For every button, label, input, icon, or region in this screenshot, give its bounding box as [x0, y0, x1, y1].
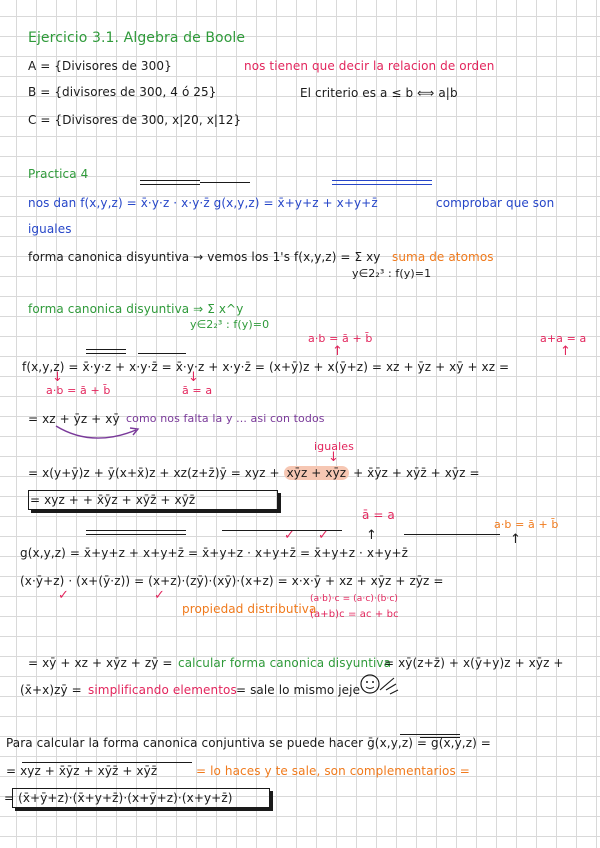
suma-atomos-note: suma de atomos — [392, 250, 494, 264]
morgan-rule-2: a·b = ā + b̄ — [46, 384, 111, 397]
distributive-rule-1: (a·b)·c = (a·c)·(b·c) — [310, 594, 399, 604]
sale-lo-mismo: = sale lo mismo jeje — [236, 683, 361, 697]
idempotent-rule: a+a = a — [540, 332, 587, 345]
check-icon: ✓ — [284, 528, 295, 543]
fcd-condition-2: y∈2₂³ : f(y)=0 — [190, 318, 270, 331]
set-a: A = {Divisores de 300} — [28, 59, 172, 73]
curved-arrow-icon — [52, 422, 142, 446]
criterio: El criterio es a ≤ b ⟺ a|b — [300, 86, 458, 100]
note-order: nos tienen que decir la relacion de orden — [244, 59, 495, 73]
page-title: Ejercicio 3.1. Algebra de Boole — [28, 30, 246, 46]
propiedad-distributiva: propiedad distributiva — [182, 602, 317, 616]
g-line: g(x,y,z) = x̄+y+z + x+y+z̄ = x̄+y+z · x+y+z̄ = x̄+y+z · x+y+z̄ — [20, 546, 408, 560]
up-arrow-icon: ↑ — [510, 532, 521, 547]
highlight-iguales: xȳz + xȳz — [284, 466, 350, 480]
down-arrow-icon: ↓ — [188, 370, 199, 385]
boxed-text-2: = (x̄+ȳ+z)·(x̄+y+z̄)·(x+ȳ+z)·(x+y+z̄) — [4, 791, 233, 805]
fcd-line: forma canonica disyuntiva → vemos los 1's f(x,y,z) = Σ xy — [28, 250, 381, 264]
equation-6: = xyz + x̄ȳz + xȳz̄ + xȳz̄ — [6, 764, 158, 778]
set-c: C = {Divisores de 300, x|20, x|12} — [28, 113, 242, 127]
comprobar-text: comprobar que son — [436, 196, 555, 210]
lo-haces-note: = lo haces y te sale, son complementarios = — [196, 764, 470, 778]
check-icon: ✓ — [58, 588, 69, 603]
check-icon: ✓ — [154, 588, 165, 603]
simplificando-note: simplificando elementos — [88, 683, 237, 697]
conjuntiva-line: Para calcular la forma canonica conjuntiva se puede hacer ḡ(x,y,z) = g(x,y,z) = — [6, 736, 491, 750]
morgan-rule-3: a·b = ā + b̄ — [494, 518, 559, 531]
equation-2: = xz + ȳz + xȳ — [28, 412, 120, 426]
fcd-heading-2: forma canonica disyuntiva ⇒ Σ x^y — [28, 302, 244, 316]
nos-dan-line: nos dan f(x,y,z) = x̄·y·z · x·y·z̄ g(x,y,z) = x̄+y+z + x+y+z̄ — [28, 196, 378, 210]
sum-condition: y∈2₂³ : f(y)=1 — [352, 267, 432, 280]
calcular-fcd-note: calcular forma canonica disyuntiva — [178, 656, 392, 670]
como-falta-note: como nos falta la y ... asi con todos — [126, 412, 325, 425]
morgan-rule-1: a·b = ā + b̄ — [308, 332, 373, 345]
doodle-face-icon — [356, 668, 400, 700]
iguales-note: iguales — [314, 440, 355, 453]
equation-4: = xȳ + xz + xȳz + zȳ = — [28, 656, 173, 670]
distributive-line: (x·ȳ+z) · (x+(ȳ·z)) = (x+z)·(zȳ)·(xȳ)·(x+z) = x·x·ȳ + xz + xȳz + zȳz = — [20, 574, 444, 588]
up-arrow-icon: ↑ — [366, 528, 377, 543]
equation-3: = x(y+ȳ)z + ȳ(x+x̄)z + xz(z+z̄)ȳ = xyz + xȳz + xȳz + x̄ȳz + xȳz̄ + xȳz = — [28, 466, 480, 480]
check-icon: ✓ — [318, 528, 329, 543]
down-arrow-icon: ↓ — [328, 450, 339, 465]
up-arrow-icon: ↑ — [560, 344, 571, 359]
practica-heading: Practica 4 — [28, 167, 89, 181]
equation-5: (x̄+x)zȳ = — [20, 683, 82, 697]
double-negation-rule: ā = a — [182, 384, 213, 397]
up-arrow-icon: ↑ — [332, 344, 343, 359]
set-b: B = {divisores de 300, 4 ó 25} — [28, 85, 217, 99]
iguales-text: iguales — [28, 222, 72, 236]
equation-4b: = xȳ(z+z̄) + x(ȳ+y)z + xȳz + — [384, 656, 564, 670]
boxed-text-1: = xyz + + x̄ȳz + xȳz̄ + xȳz̄ — [30, 493, 196, 507]
equation-1: f(x,y,z) = x̄·y·z + x·y·z̄ = x̄·y·z + x·y·z̄ = (x+ȳ)z + x(ȳ+z) = xz + ȳz + xȳ + xz = — [22, 360, 510, 374]
double-negation-rule-2: ā = a — [362, 508, 395, 522]
down-arrow-icon: ↓ — [52, 370, 63, 385]
distributive-rule-2: (a+b)c = ac + bc — [310, 609, 399, 620]
